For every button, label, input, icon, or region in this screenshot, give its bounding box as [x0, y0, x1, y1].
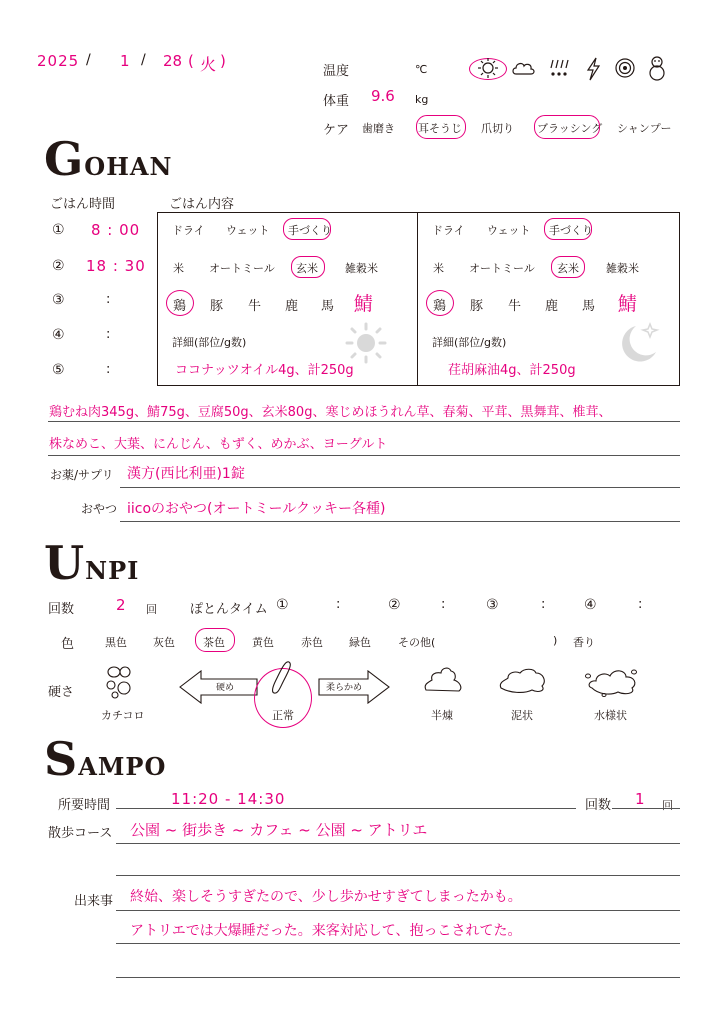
detail-value: 荏胡麻油4g、計250g — [448, 363, 576, 378]
grain-selected-mark — [291, 256, 325, 278]
unpi-count-unit: 回 — [146, 603, 157, 616]
hardness-semi-formed: 半煉 — [431, 709, 453, 722]
protein-horse[interactable]: 馬 — [582, 299, 596, 314]
writing-line — [48, 421, 680, 422]
date-weekday: 火 — [200, 55, 217, 74]
food-type-selected-mark — [283, 218, 331, 240]
protein-beef[interactable]: 牛 — [248, 299, 262, 314]
poton-slot-number: ① — [276, 597, 289, 613]
poton-time-label: ぽとんタイム — [190, 602, 268, 617]
smell-label: 香り — [573, 636, 595, 649]
meal-slot-number: ④ — [52, 327, 65, 343]
grain-brown-rice[interactable]: 玄米 — [296, 262, 318, 275]
protein-beef[interactable]: 牛 — [508, 299, 522, 314]
cloud-icon[interactable] — [511, 60, 535, 76]
meal-slot-time[interactable]: 18 : 30 — [86, 257, 146, 275]
muddy-stool-icon[interactable] — [498, 664, 548, 694]
protein-selected-mark — [426, 290, 454, 316]
section-title-gohan: GOHAN — [44, 132, 173, 186]
rain-icon[interactable] — [550, 58, 572, 80]
writing-line — [116, 943, 680, 944]
poton-slot-colon[interactable]: : — [441, 597, 446, 612]
section-title-unpi: UNPI — [44, 536, 140, 590]
protein-chicken[interactable]: 鶏 — [173, 299, 187, 314]
color-option-gray[interactable]: 灰色 — [153, 636, 175, 649]
meal-slot-number: ① — [52, 222, 65, 238]
poton-slot-colon[interactable]: : — [336, 597, 341, 612]
color-label: 色 — [61, 637, 75, 652]
color-option-other[interactable]: その他( — [398, 636, 436, 649]
care-item-shampoo[interactable]: シャンプー — [617, 122, 672, 135]
color-option-brown[interactable]: 茶色 — [203, 636, 225, 649]
color-selected-mark — [195, 628, 235, 652]
protein-selected-mark — [166, 290, 194, 316]
protein-pork[interactable]: 豚 — [470, 299, 484, 314]
walk-count-label: 回数 — [585, 798, 612, 813]
grain-selected-mark — [551, 256, 585, 278]
detail-label: 詳細(部位/g数) — [172, 336, 247, 349]
protein-venison[interactable]: 鹿 — [285, 299, 299, 314]
temperature-label: 温度 — [323, 64, 350, 79]
grain-oatmeal[interactable]: オートミール — [209, 262, 275, 275]
meal-content-header: ごはん内容 — [169, 197, 235, 212]
events-line[interactable]: アトリエでは大爆睡だった。来客対応して、抱っこされてた。 — [130, 923, 522, 939]
snack-value: iicoのおやつ(オートミールクッキー各種) — [127, 501, 386, 517]
meal-content-divider — [417, 213, 418, 385]
semi-formed-stool-icon[interactable] — [423, 664, 463, 694]
writing-line — [116, 910, 680, 911]
typhoon-icon[interactable] — [614, 57, 636, 79]
writing-line — [48, 455, 680, 456]
protein-venison[interactable]: 鹿 — [545, 299, 559, 314]
writing-line — [116, 977, 680, 978]
writing-line — [120, 487, 680, 488]
writing-line — [116, 808, 576, 809]
meal-slot-number: ② — [52, 258, 65, 274]
food-type-dry[interactable]: ドライ — [432, 224, 465, 237]
protein-extra: 鯖 — [618, 293, 638, 315]
date-weekday-close: ) — [220, 52, 226, 70]
poton-slot-colon[interactable]: : — [541, 597, 546, 612]
medicine-value: 漢方(西比利亜)1錠 — [127, 466, 245, 482]
ingredients-line: 鶏むね肉345g、鯖75g、豆腐50g、玄米80g、寒じめほうれん草、春菊、平茸、黒舞茸、椎茸、 — [49, 405, 612, 420]
sun-icon[interactable] — [477, 57, 499, 79]
detail-label: 詳細(部位/g数) — [432, 336, 507, 349]
ingredients-line: 株なめこ、大葉、にんじん、もずく、めかぶ、ヨーグルト — [49, 437, 388, 452]
meal-slot-time[interactable]: : — [106, 292, 111, 307]
food-type-dry[interactable]: ドライ — [172, 224, 205, 237]
poton-slot-number: ③ — [486, 597, 499, 613]
snowman-icon[interactable] — [648, 55, 666, 81]
meal-slot-number: ③ — [52, 292, 65, 308]
watery-stool-icon[interactable] — [584, 664, 640, 698]
weight-unit: kg — [415, 93, 429, 106]
walk-count-value[interactable]: 1 — [635, 790, 645, 808]
course-label: 散歩コース — [48, 826, 113, 841]
writing-line — [116, 843, 680, 844]
poton-slot-colon[interactable]: : — [638, 597, 643, 612]
food-type-selected-mark — [544, 218, 592, 240]
meal-slot-time[interactable]: 8 : 00 — [91, 221, 141, 239]
section-title-sampo: SAMPO — [44, 732, 167, 786]
sun-icon — [345, 322, 387, 364]
meal-slot-time[interactable]: : — [106, 362, 111, 377]
unpi-count-value[interactable]: 2 — [116, 596, 126, 614]
hardness-label: 硬さ — [48, 685, 75, 700]
meal-slot-time[interactable]: : — [106, 327, 111, 342]
moon-icon — [612, 318, 662, 368]
color-option-other-close: ) — [553, 634, 558, 647]
snack-label: おやつ — [81, 502, 118, 516]
events-line[interactable]: 終始、楽しそうすぎたので、少し歩かせすぎてしまったかも。 — [130, 889, 522, 905]
date-weekday-open: ( — [188, 52, 194, 70]
unpi-count-label: 回数 — [48, 602, 75, 617]
meal-time-header: ごはん時間 — [50, 197, 116, 212]
hardness-muddy: 泥状 — [511, 709, 533, 722]
hardness-normal: 正常 — [272, 709, 294, 722]
weight-label: 体重 — [323, 94, 350, 109]
writing-line — [116, 875, 680, 876]
protein-horse[interactable]: 馬 — [321, 299, 335, 314]
food-type-homemade[interactable]: 手づくり — [288, 224, 332, 237]
care-label: ケア — [323, 123, 350, 138]
detail-value: ココナッツオイル4g、計250g — [175, 363, 354, 378]
poton-slot-number: ④ — [584, 597, 597, 613]
grain-rice[interactable]: 米 — [173, 262, 184, 275]
care-selected-mark — [416, 115, 466, 139]
duration-label: 所要時間 — [58, 798, 111, 813]
temperature-unit: ℃ — [415, 63, 428, 76]
course-value[interactable]: 公園 ~ 街歩き ~ カフェ ~ 公園 ~ アトリエ — [130, 821, 428, 839]
poton-slot-number: ② — [388, 597, 401, 613]
date-separator: / — [141, 52, 146, 68]
pellet-stool-icon[interactable] — [102, 664, 134, 700]
date-day: 28 — [163, 52, 183, 70]
soft-arrow-label: 柔らかめ — [326, 683, 363, 693]
thunder-icon[interactable] — [585, 57, 601, 81]
color-option-red[interactable]: 赤色 — [301, 636, 323, 649]
protein-extra: 鯖 — [354, 293, 374, 315]
food-type-homemade[interactable]: 手づくり — [549, 224, 593, 237]
grain-rice[interactable]: 米 — [433, 262, 444, 275]
food-type-wet[interactable]: ウェット — [487, 224, 531, 237]
color-option-green[interactable]: 緑色 — [349, 636, 371, 649]
hardness-watery: 水様状 — [594, 709, 627, 722]
protein-pork[interactable]: 豚 — [210, 299, 224, 314]
grain-brown-rice[interactable]: 玄米 — [557, 262, 579, 275]
date-month: 1 — [120, 52, 130, 70]
grain-oatmeal[interactable]: オートミール — [469, 262, 535, 275]
writing-line — [612, 808, 680, 809]
date-separator: / — [86, 52, 91, 68]
normal-stool-icon[interactable] — [271, 660, 295, 698]
care-selected-mark — [534, 115, 603, 139]
walk-count-unit: 回 — [662, 799, 673, 812]
date-year: 2025 — [37, 52, 80, 70]
care-item-nail-clipping[interactable]: 爪切り — [481, 122, 514, 135]
meal-slot-number: ⑤ — [52, 362, 65, 378]
grain-multigrain[interactable]: 雑穀米 — [345, 262, 378, 275]
grain-multigrain[interactable]: 雑穀米 — [606, 262, 639, 275]
color-option-yellow[interactable]: 黄色 — [252, 636, 274, 649]
care-item-ear-cleaning[interactable]: 耳そうじ — [418, 122, 462, 135]
food-type-wet[interactable]: ウェット — [226, 224, 270, 237]
care-item-toothbrush[interactable]: 歯磨き — [362, 122, 395, 135]
hardness-hard: カチコロ — [101, 709, 145, 722]
weight-value: 9.6 — [371, 87, 395, 105]
color-option-black[interactable]: 黒色 — [105, 636, 127, 649]
duration-value[interactable]: 11:20 - 14:30 — [171, 790, 286, 808]
care-item-brushing[interactable]: ブラッシング — [537, 122, 603, 135]
medicine-label: お薬/サプリ — [50, 468, 114, 482]
events-label: 出来事 — [74, 894, 114, 909]
protein-chicken[interactable]: 鶏 — [433, 299, 447, 314]
writing-line — [120, 521, 680, 522]
hard-arrow-label: 硬め — [216, 683, 235, 693]
